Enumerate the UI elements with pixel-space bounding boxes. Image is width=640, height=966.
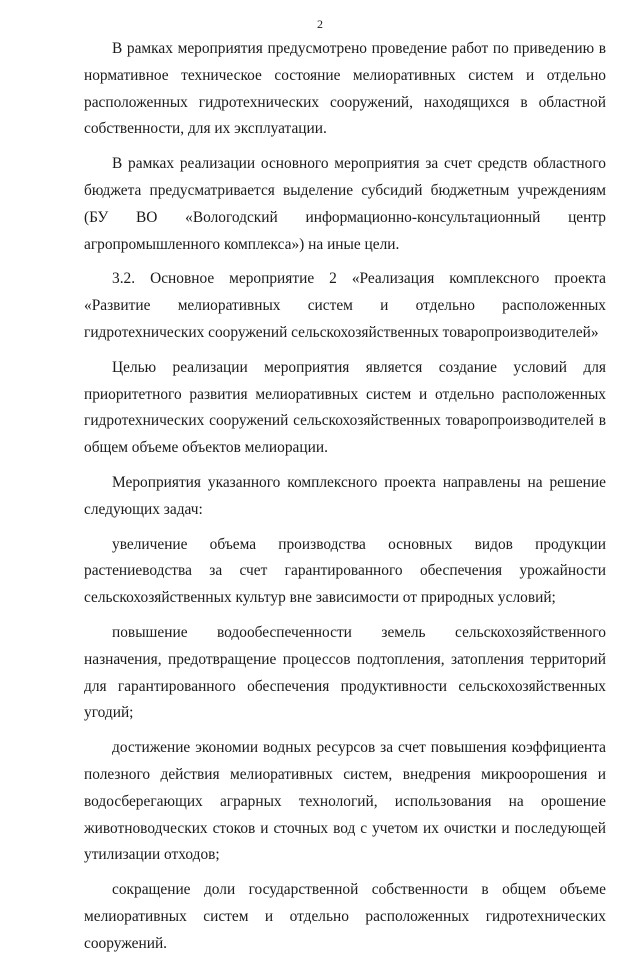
- section-heading-3-2: 3.2. Основное мероприятие 2 «Реализация комплексного проекта «Развитие мелиоративных систем и отдельно расположенных гидротехнических сооружений сельскохозяйственных товаропроизводителей»: [84, 270, 606, 341]
- page-number: 2: [317, 17, 323, 31]
- paragraph-goal: Целью реализации мероприятия является создание условий для приоритетного развития мелиоративных систем и отдельно расположенных гидротехнических сооружений сельскохозяйственных товаропроизводителей в общем объеме объектов мелиорации.: [84, 358, 606, 457]
- paragraph-tasks-intro: Мероприятия указанного комплексного проекта направлены на решение следующих задач:: [84, 473, 606, 518]
- task-item-production: увеличение объема производства основных видов продукции растениеводства за счет гарантированного обеспечения урожайности сельскохозяйственных культур вне зависимости от природных условий;: [84, 535, 606, 607]
- task-item-state-ownership: сокращение доли государственной собственности в общем объеме мелиоративных систем и отдельно расположенных гидротехнических сооружений.: [84, 881, 606, 952]
- task-item-water-economy: достижение экономии водных ресурсов за счет повышения коэффициента полезного действия мелиоративных систем, внедрения микроорошения и водосберегающих аграрных технологий, использования на орошение животноводческих стоков и сточных вод с учетом их очистки и последующей утилизации отходов;: [84, 739, 606, 864]
- task-item-water-supply: повышение водообеспеченности земель сельскохозяйственного назначения, предотвращение процессов подтопления, затопления территорий для гарантированного обеспечения продуктивности сельскохозяйственных угодий;: [84, 623, 606, 722]
- paragraph-reclamation-works: В рамках мероприятия предусмотрено проведение работ по приведению в нормативное техническое состояние мелиоративных систем и отдельно расположенных гидротехнических сооружений, находящихся в областной собственности, для их эксплуатации.: [84, 40, 606, 138]
- paragraph-subsidies: В рамках реализации основного мероприятия за счет средств областного бюджета предусматривается выделение субсидий бюджетным учреждениям (БУ ВО «Вологодский информационно-консультационный центр агропромышленного комплекса») на иные цели.: [84, 155, 606, 253]
- document-body: [84, 36, 606, 966]
